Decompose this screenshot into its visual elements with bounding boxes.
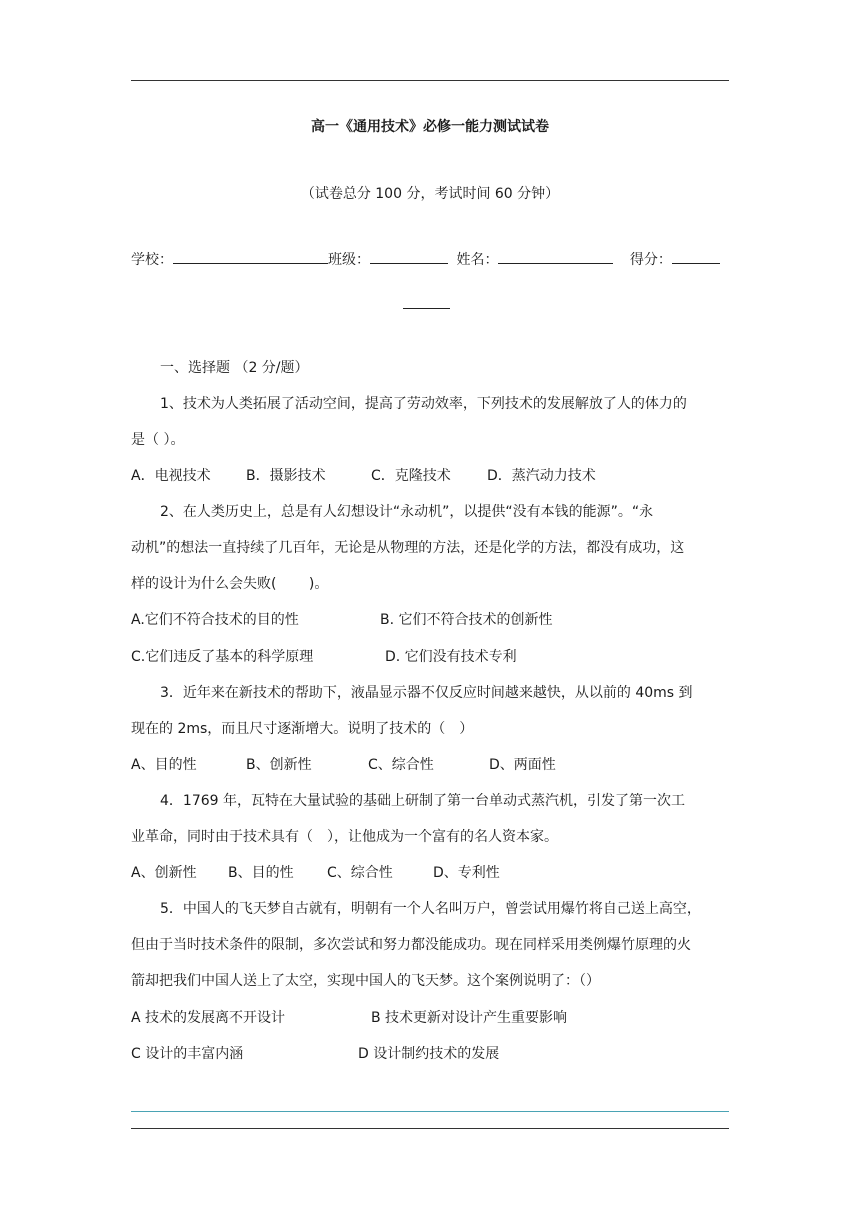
score-blank[interactable] — [672, 249, 720, 264]
question-3-text: 3．近年来在新技术的帮助下，液晶显示器不仅反应时间越来越快，从以前的 40ms 到 — [160, 685, 693, 701]
option-a[interactable]: A 技术的发展离不开设计 — [131, 1010, 286, 1026]
class-blank[interactable] — [370, 249, 448, 264]
footer-accent-rule — [131, 1111, 729, 1112]
section-heading: 一、选择题 （2 分/题） — [160, 360, 309, 376]
option-d[interactable]: D、两面性 — [489, 757, 556, 773]
option-c[interactable]: C.它们违反了基本的科学原理 — [131, 649, 314, 665]
option-c[interactable]: C 设计的丰富内涵 — [131, 1046, 244, 1062]
school-label: 学校： — [131, 252, 173, 268]
option-a[interactable]: A、创新性 — [131, 865, 197, 881]
class-label: 班级： — [328, 252, 370, 268]
score-label: 得分： — [629, 252, 672, 268]
question-1-text-cont: 是（ ）。 — [131, 432, 185, 448]
student-info-line — [131, 249, 731, 269]
option-d[interactable]: D、专利性 — [433, 865, 500, 881]
option-d[interactable]: D. 它们没有技术专利 — [385, 649, 517, 665]
page-title: 高一《通用技术》必修一能力测试试卷 — [311, 119, 549, 135]
question-2-text-cont: 动机”的想法一直持续了几百年，无论是从物理的方法，还是化学的方法，都没有成功，这 — [131, 540, 685, 556]
question-1-text: 1、技术为人类拓展了活动空间，提高了劳动效率，下列技术的发展解放了人的体力的 — [160, 396, 687, 412]
header-rule — [131, 80, 729, 81]
option-b[interactable]: B 技术更新对设计产生重要影响 — [371, 1010, 568, 1026]
option-c[interactable]: C．克隆技术 — [371, 468, 451, 484]
option-d[interactable]: D．蒸汽动力技术 — [487, 468, 596, 484]
name-blank[interactable] — [498, 249, 613, 264]
option-c[interactable]: C、综合性 — [327, 865, 393, 881]
option-a[interactable]: A.它们不符合技术的目的性 — [131, 612, 299, 628]
option-a[interactable]: A．电视技术 — [131, 468, 211, 484]
question-3-text-cont: 现在的 2ms，而且尺寸逐渐增大。说明了技术的（ ） — [131, 721, 474, 737]
school-blank[interactable] — [173, 249, 328, 264]
question-5-text-cont2: 箭却把我们中国人送上了太空，实现中国人的飞天梦。这个案例说明了：（） — [131, 973, 600, 989]
footer-rule — [131, 1128, 729, 1129]
option-a[interactable]: A、目的性 — [131, 757, 197, 773]
question-2-text: 2、在人类历史上，总是有人幻想设计“永动机”，以提供“没有本钱的能源”。“永 — [160, 504, 654, 520]
exam-subtitle: （试卷总分 100 分，考试时间 60 分钟） — [300, 186, 560, 202]
option-c[interactable]: C、综合性 — [368, 757, 434, 773]
question-5-text: 5．中国人的飞天梦自古就有，明朝有一个人名叫万户，曾尝试用爆竹将自己送上高空， — [160, 901, 701, 917]
option-b[interactable]: B、创新性 — [246, 757, 312, 773]
score-blank-continued[interactable] — [403, 296, 450, 309]
question-4-text-cont: 业革命，同时由于技术具有（ ），让他成为一个富有的名人资本家。 — [131, 829, 558, 845]
question-5-text-cont: 但由于当时技术条件的限制，多次尝试和努力都没能成功。现在同样采用类例爆竹原理的火 — [131, 937, 691, 953]
option-b[interactable]: B．摄影技术 — [246, 468, 326, 484]
option-b[interactable]: B. 它们不符合技术的创新性 — [380, 612, 553, 628]
option-d[interactable]: D 设计制约技术的发展 — [358, 1046, 500, 1062]
name-label: 姓名： — [456, 252, 499, 268]
question-2-text-cont2: 样的设计为什么会失败( )。 — [131, 576, 329, 592]
option-b[interactable]: B、目的性 — [228, 865, 294, 881]
question-4-text: 4．1769 年，瓦特在大量试验的基础上研制了第一台单动式蒸汽机，引发了第一次工 — [160, 793, 685, 809]
